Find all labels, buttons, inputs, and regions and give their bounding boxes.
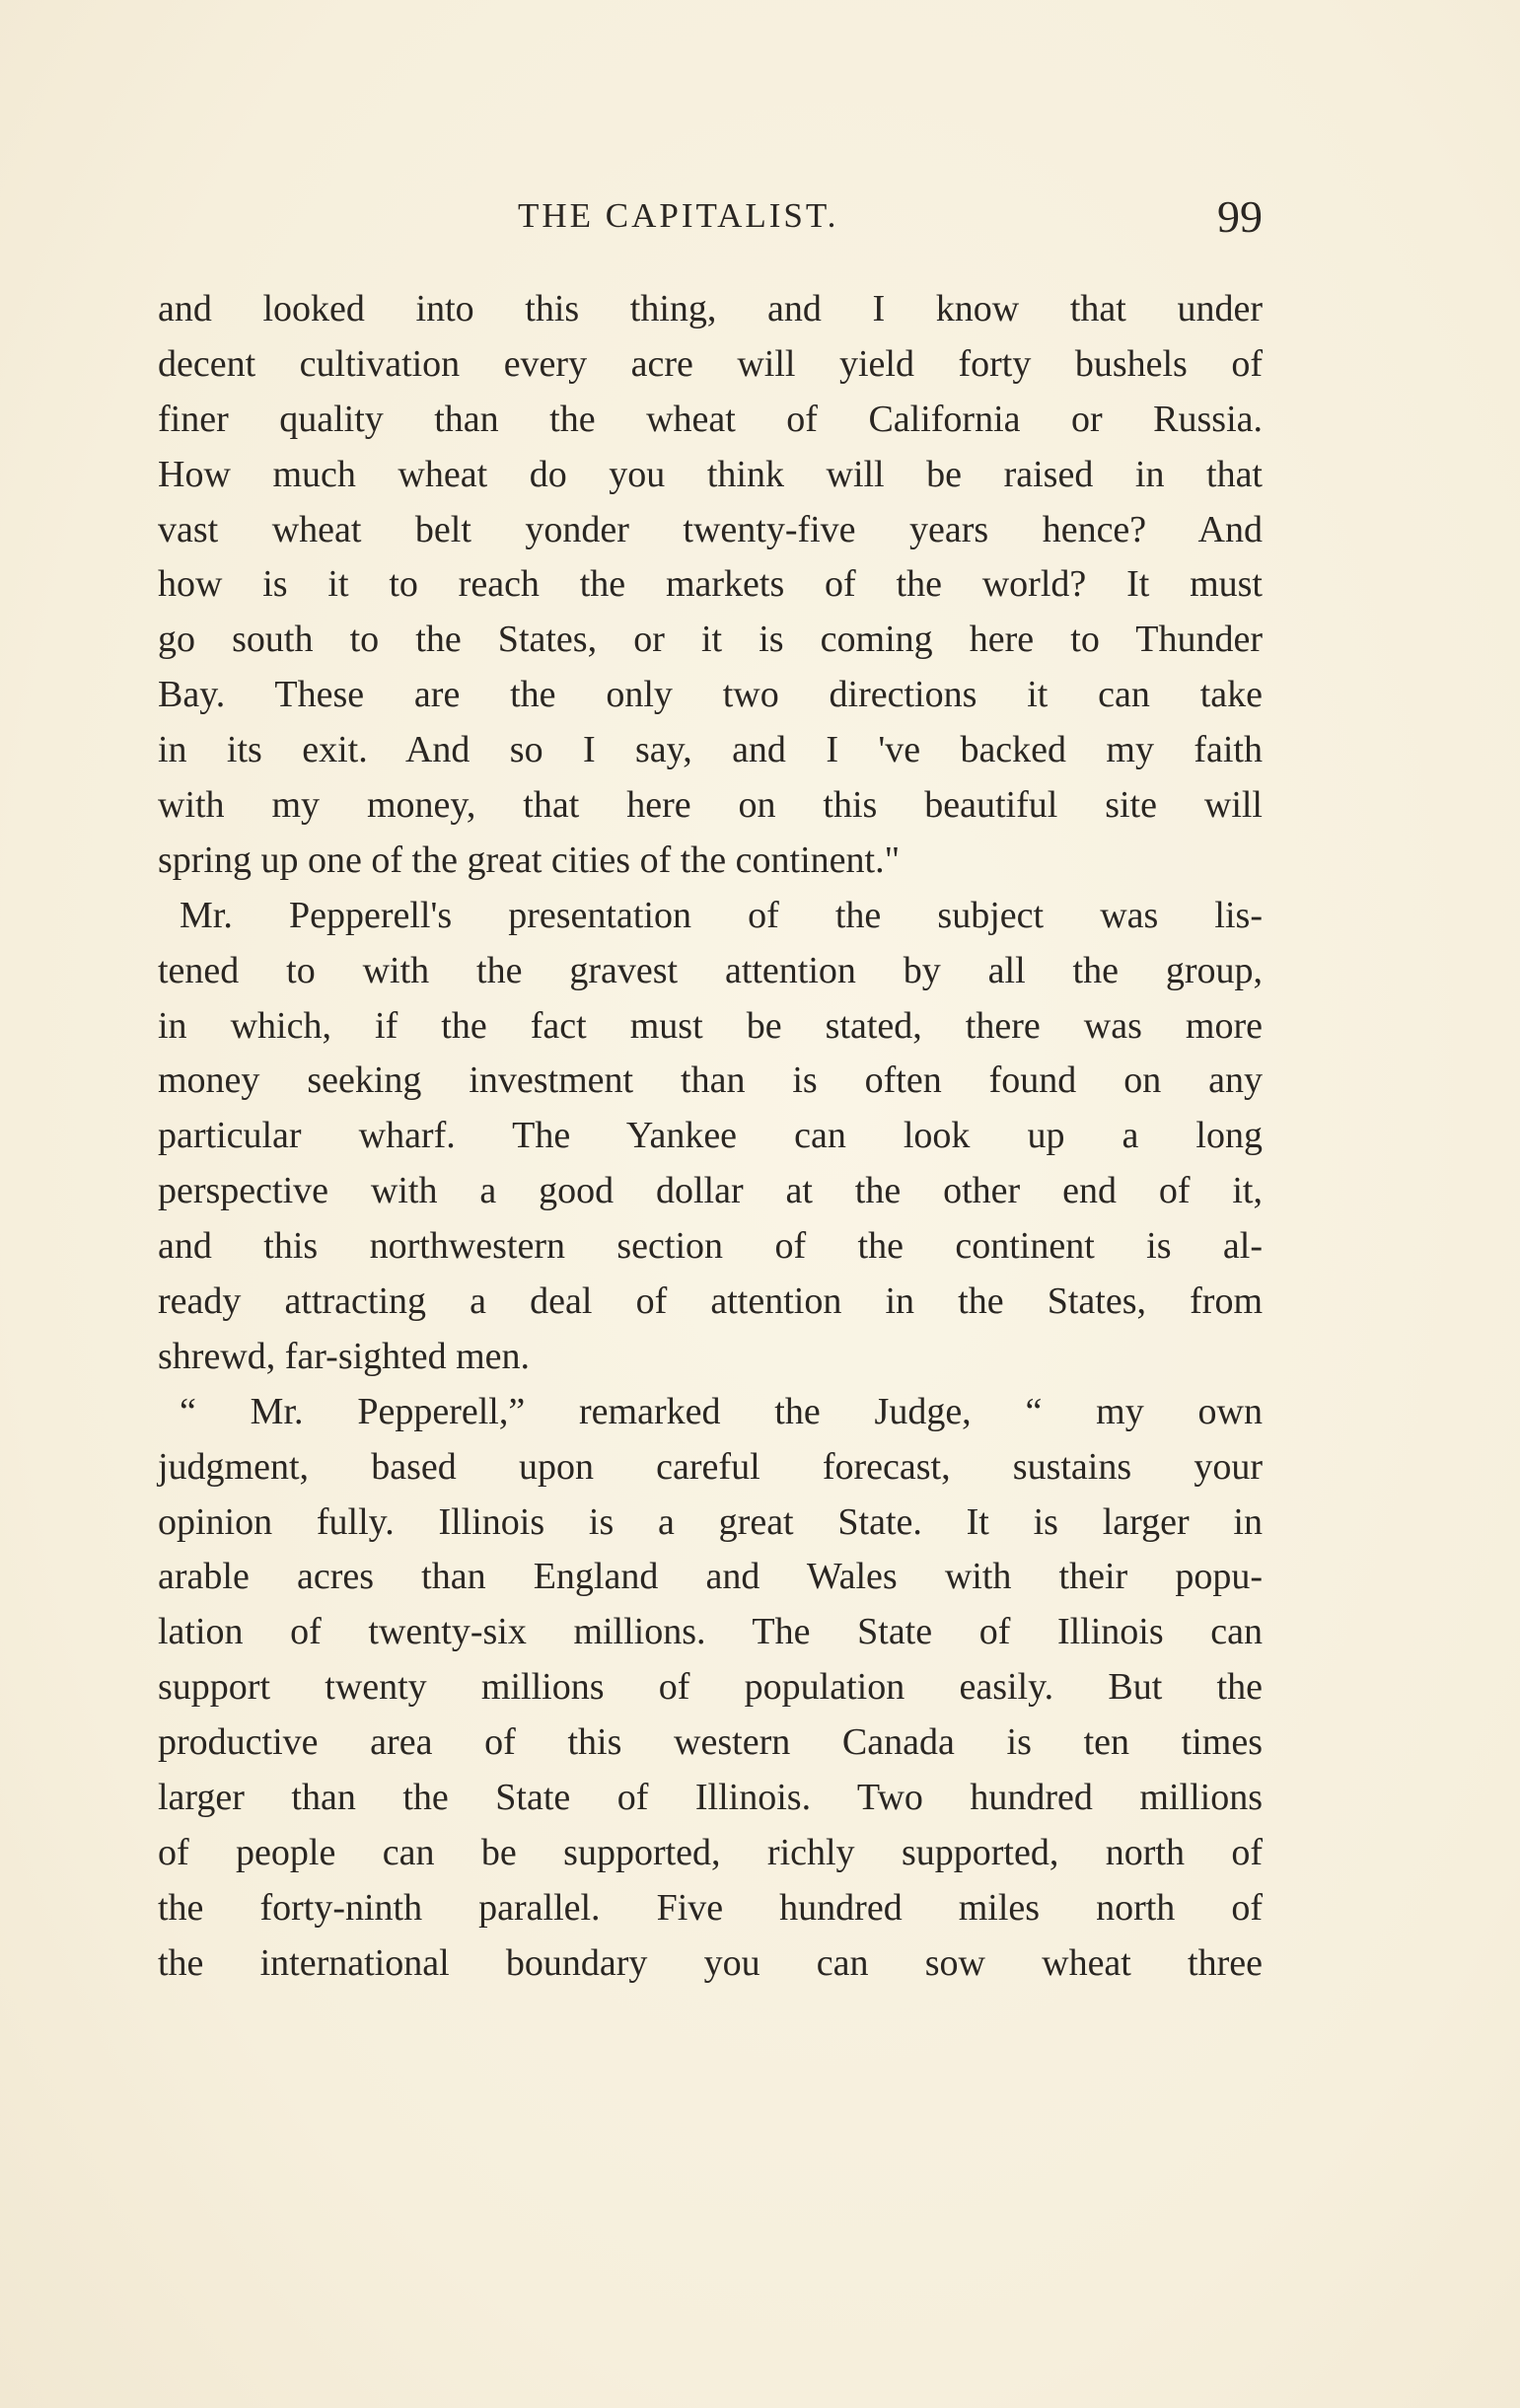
text-line: tened to with the gravest attention by all the group, (158, 949, 1263, 991)
text-line: How much wheat do you think will be raised in that (158, 453, 1263, 495)
text-line: support twenty millions of population easily. But the (158, 1666, 1263, 1709)
page-number: 99 (1217, 191, 1263, 242)
text-line: finer quality than the wheat of California or Russia. (158, 398, 1263, 440)
paragraph-start-line: Mr. Pepperell's presentation of the subject was lis- (180, 894, 1263, 936)
text-line: how is it to reach the markets of the world? It must (158, 563, 1263, 606)
text-line: larger than the State of Illinois. Two hundred millions (158, 1777, 1263, 1819)
paragraph-end-line: shrewd, far-sighted men. (158, 1335, 531, 1377)
text-line: ready attracting a deal of attention in the States, from (158, 1280, 1263, 1323)
text-line: arable acres than England and Wales with their popu- (158, 1556, 1263, 1598)
text-line: and this northwestern section of the continent is al- (158, 1225, 1263, 1268)
paragraph-start-line: “ Mr. Pepperell,” remarked the Judge, “ my own (180, 1390, 1263, 1432)
paragraph-end-line: spring up one of the great cities of the continent." (158, 839, 901, 881)
text-line: with my money, that here on this beautiful site will (158, 784, 1263, 827)
text-line: perspective with a good dollar at the other end of it, (158, 1170, 1263, 1212)
text-line: Bay. These are the only two directions it can take (158, 674, 1263, 716)
text-line: particular wharf. The Yankee can look up a long (158, 1115, 1263, 1157)
text-line: the forty-ninth parallel. Five hundred miles north of (158, 1886, 1263, 1929)
body-text (158, 282, 1263, 1992)
text-line: opinion fully. Illinois is a great State. It is larger in (158, 1500, 1263, 1543)
text-line: go south to the States, or it is coming here to Thunder (158, 619, 1263, 661)
text-line: lation of twenty-six millions. The State of Illinois can (158, 1611, 1263, 1653)
text-line: vast wheat belt yonder twenty-five years hence? And (158, 508, 1263, 550)
text-line: and looked into this thing, and I know that under (158, 288, 1263, 329)
text-line: in its exit. And so I say, and I 've backed my faith (158, 729, 1263, 771)
text-line: the international boundary you can sow wheat three (158, 1941, 1263, 1984)
text-line: money seeking investment than is often found on any (158, 1059, 1263, 1102)
text-line: judgment, based upon careful forecast, sustains your (158, 1445, 1263, 1488)
text-line: productive area of this western Canada is ten times (158, 1721, 1263, 1764)
text-line: of people can be supported, richly supported, north of (158, 1831, 1263, 1873)
text-line: in which, if the fact must be stated, there was more (158, 1004, 1263, 1047)
page-header (158, 190, 1263, 250)
text-line: decent cultivation every acre will yield forty bushels of (158, 342, 1263, 385)
running-head: THE CAPITALIST. (518, 196, 839, 235)
